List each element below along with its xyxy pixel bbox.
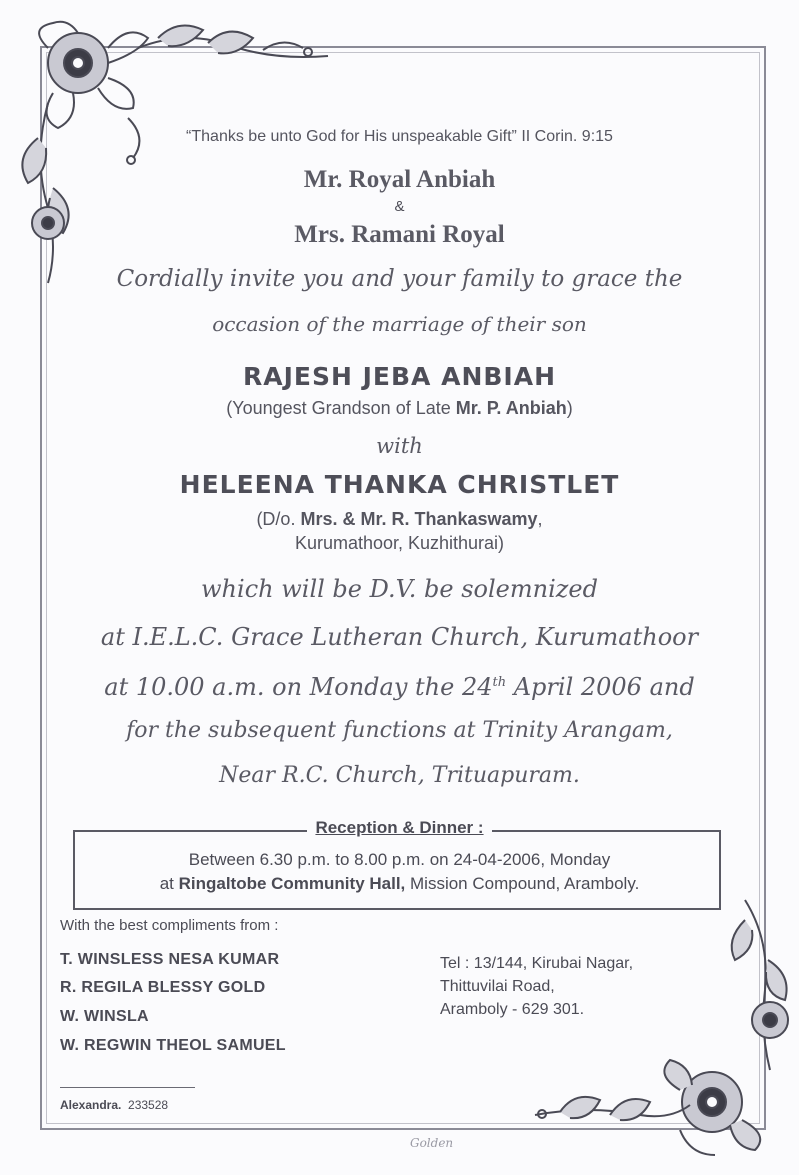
host-father: Mr. Royal Anbiah: [303, 166, 496, 193]
scripture-quote: “Thanks be unto God for His unspeakable Gift” II Corin. 9:15: [186, 128, 613, 145]
compliment-name: W. WINSLA: [60, 1008, 149, 1025]
printer-number: 233528: [128, 1098, 169, 1112]
groom-lineage-post: ): [566, 398, 573, 418]
address-line: Aramboly - 629 301.: [440, 1001, 585, 1018]
compliments-label: With the best compliments from :: [60, 917, 279, 934]
groom-lineage-pre: (Youngest Grandson of Late: [226, 398, 456, 418]
invite-line-2: occasion of the marriage of their son: [212, 312, 587, 336]
bride-parents: [0, 509, 799, 530]
event-line-5: Near R.C. Church, Trituapuram.: [219, 763, 580, 788]
bride-parents-post: ,: [537, 509, 543, 529]
reception-time: Between 6.30 p.m. to 8.00 p.m. on 24-04-2006, Monday: [188, 850, 611, 869]
event-line-3: [0, 673, 799, 701]
event-date-pre: at 10.00 a.m. on Monday the 24: [104, 673, 493, 701]
event-date-sup: th: [492, 675, 507, 690]
reception-venue-hall: Ringaltobe Community Hall,: [178, 874, 406, 893]
bride-parents-pre: (D/o.: [256, 509, 301, 529]
address-line: Tel : 13/144, Kirubai Nagar,: [440, 955, 634, 972]
floral-ornament-bottom-right: [530, 880, 799, 1165]
with-word: with: [376, 434, 423, 458]
groom-grandfather: Mr. P. Anbiah: [455, 398, 567, 418]
event-line-4: for the subsequent functions at Trinity Arangam,: [126, 718, 673, 743]
reception-title-text: Reception & Dinner :: [307, 818, 491, 837]
event-date-post: April 2006 and: [506, 673, 695, 701]
signature-line: [60, 1087, 195, 1088]
compliment-name: T. WINSLESS NESA KUMAR: [60, 951, 280, 968]
host-mother: Mrs. Ramani Royal: [294, 221, 505, 248]
reception-box: [73, 830, 721, 910]
reception-venue-pre: at: [159, 874, 179, 893]
reception-venue-post: Mission Compound, Aramboly.: [405, 874, 640, 893]
bride-place: Kurumathoor, Kuzhithurai): [294, 533, 505, 553]
bride-parents-names: Mrs. & Mr. R. Thankaswamy: [300, 509, 538, 529]
groom-name: RAJESH JEBA ANBIAH: [243, 362, 556, 391]
groom-lineage: [0, 398, 799, 419]
reception-title: [0, 818, 799, 838]
ampersand: &: [394, 198, 405, 215]
invite-line-1: Cordially invite you and your family to grace the: [116, 266, 683, 292]
address-line: Thittuvilai Road,: [440, 978, 555, 995]
bride-name: HELEENA THANKA CHRISTLET: [179, 470, 620, 499]
event-line-2: at I.E.L.C. Grace Lutheran Church, Kurumathoor: [100, 623, 699, 651]
compliment-name: W. REGWIN THEOL SAMUEL: [60, 1037, 286, 1054]
compliment-name: R. REGILA BLESSY GOLD: [60, 979, 266, 996]
printer-credit: [60, 1098, 168, 1112]
reception-venue: [0, 874, 799, 894]
printer-name: Alexandra.: [60, 1098, 122, 1112]
printer-logo: Golden: [410, 1136, 454, 1150]
event-line-1: which will be D.V. be solemnized: [201, 575, 598, 603]
